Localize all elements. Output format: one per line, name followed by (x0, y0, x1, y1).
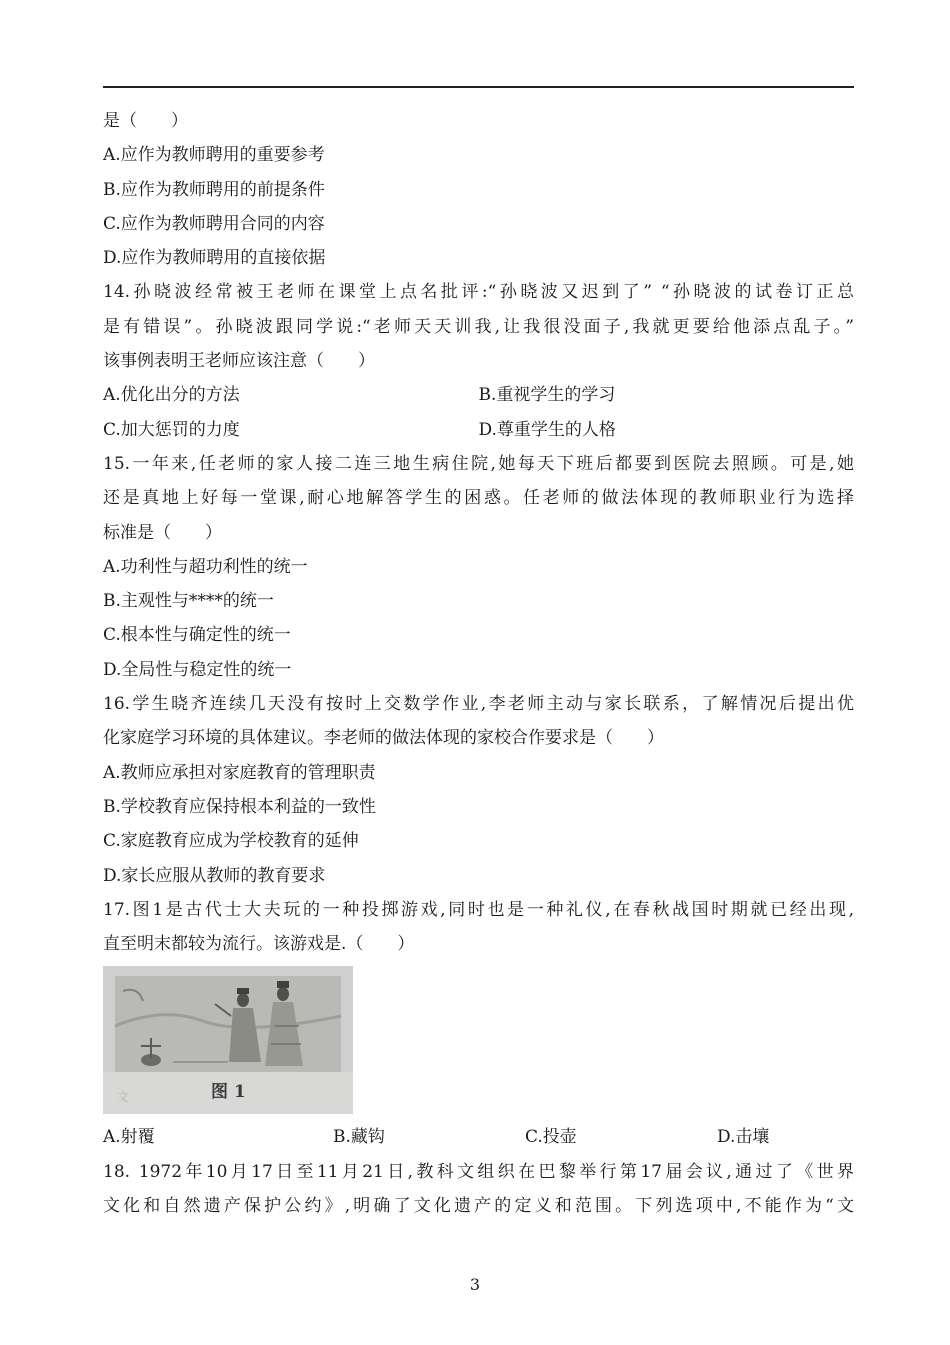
question-13-tail: 是（ ） (103, 111, 188, 131)
question-17-line: 直至明末都较为流行。该游戏是.（ ） (103, 934, 415, 955)
page-number: 3 (469, 1275, 481, 1294)
option-d: D.家长应服从教师的教育要求 (103, 865, 326, 886)
option-d: D.全局性与稳定性的统一 (103, 659, 292, 680)
question-14-line: 该事例表明王老师应该注意（ ） (103, 351, 375, 372)
header-rule (103, 86, 854, 88)
question-16 (103, 687, 854, 893)
option-c: C.应作为教师聘用合同的内容 (103, 213, 325, 234)
question-14-line: 是有错误”。孙晓波跟同学说:“老师天天训我,让我很没面子,我就更要给他添点乱子。” (103, 316, 854, 337)
question-15-line: 标准是（ ） (103, 522, 222, 543)
option-a: A.射覆 (103, 1127, 155, 1148)
question-15-line: 15.一年来,任老师的家人接二连三地生病住院,她每天下班后都要到医院去照顾。可是,她 (103, 453, 854, 474)
exam-content (103, 104, 854, 1223)
svg-text:文: 文 (117, 1090, 130, 1105)
question-17-line: 17.图1是古代士大夫玩的一种投掷游戏,同时也是一种礼仪,在春秋战国时期就已经出现, (103, 899, 854, 920)
option-a: A.优化出分的方法 (103, 385, 240, 406)
option-b: B.应作为教师聘用的前提条件 (103, 179, 325, 200)
options-row (103, 1120, 854, 1154)
figure-caption: 图 1 (211, 1082, 246, 1103)
option-d: D.击壤 (717, 1127, 770, 1148)
option-c: C.根本性与确定性的统一 (103, 625, 291, 646)
question-15-line: 还是真地上好每一堂课,耐心地解答学生的困惑。任老师的做法体现的教师职业行为选择 (103, 488, 854, 509)
question-14-line: 14.孙晓波经常被王老师在课堂上点名批评:“孙晓波又迟到了” “孙晓波的试卷订正总 (103, 282, 854, 303)
question-15 (103, 447, 854, 687)
figure-1-image (103, 966, 353, 1114)
question-16-line: 16.学生晓齐连续几天没有按时上交数学作业,李老师主动与家长联系，了解情况后提出优 (103, 694, 854, 715)
question-14 (103, 275, 854, 446)
option-a: A.应作为教师聘用的重要参考 (103, 145, 325, 166)
option-a: A.教师应承担对家庭教育的管理职责 (103, 762, 376, 783)
question-18-line: 文化和自然遗产保护公约》,明确了文化遗产的定义和范围。下列选项中,不能作为“文 (103, 1196, 854, 1217)
option-b: B.主观性与****的统一 (103, 591, 274, 612)
question-13 (103, 104, 854, 275)
option-d: D.尊重学生的人格 (478, 419, 616, 440)
question-18 (103, 1155, 854, 1224)
question-16-line: 化家庭学习环境的具体建议。李老师的做法体现的家校合作要求是（ ） (103, 728, 664, 749)
option-b: B.藏钩 (333, 1127, 385, 1148)
option-c: C.加大惩罚的力度 (103, 419, 240, 440)
options-row (103, 378, 854, 412)
option-b: B.学校教育应保持根本利益的一致性 (103, 796, 376, 817)
option-c: C.投壶 (525, 1127, 577, 1148)
option-a: A.功利性与超功利性的统一 (103, 556, 308, 577)
question-17 (103, 893, 854, 1155)
option-b: B.重视学生的学习 (478, 385, 616, 406)
option-d: D.应作为教师聘用的直接依据 (103, 248, 326, 269)
options-row (103, 413, 854, 447)
question-18-line: 18. 1972年10月17日至11月21日,教科文组织在巴黎举行第17届会议,通过了《世界 (103, 1161, 854, 1182)
option-c: C.家庭教育应成为学校教育的延伸 (103, 831, 359, 852)
